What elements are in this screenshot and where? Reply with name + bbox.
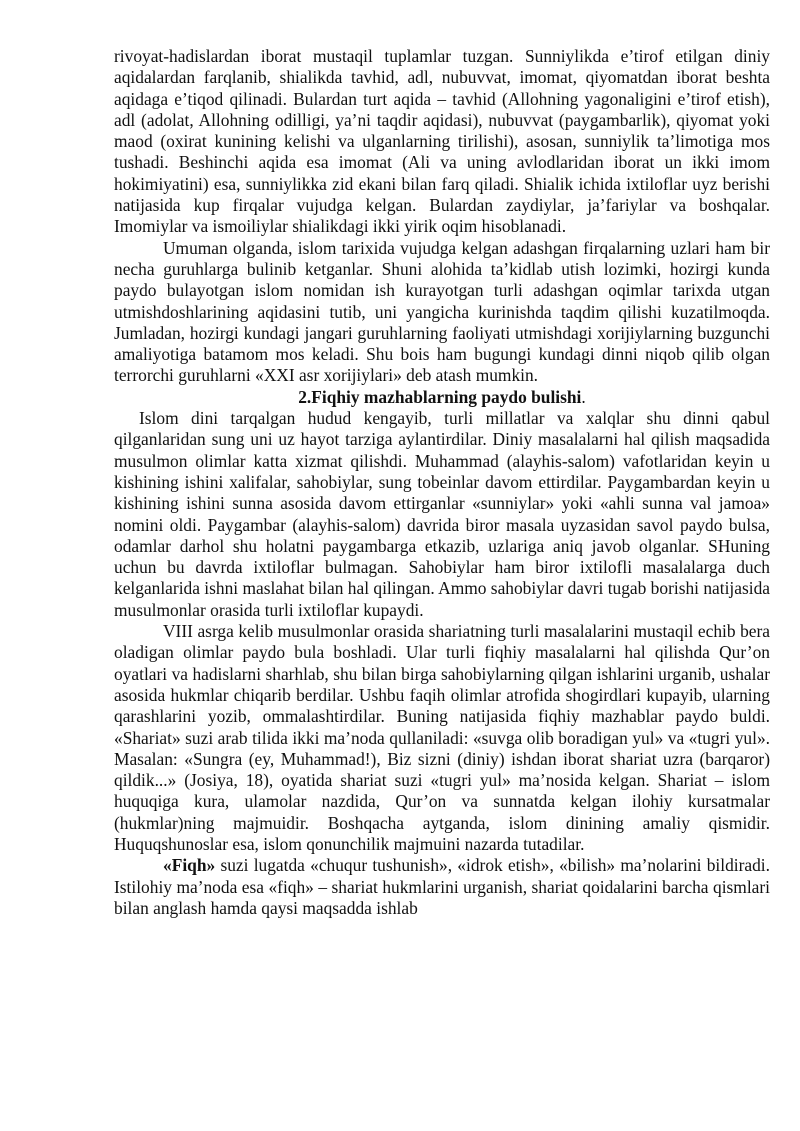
section-heading-dot: . — [581, 386, 586, 407]
paragraph-shia-beliefs: rivoyat-hadislardan iborat mustaqil tuplamlar tuzgan. Sunniylikda e’tirof etilgan diniy aqidalardan farqlanib, shialikda tavhid, adl, nubuvvat, imomat, qiyomatdan iborat beshta aqidaga e’tiqod qilinadi. Bulardan turt aqida – tavhid (Allohning yagonaligini e’tirof etish), adl (adolat, Allohning odilligi, ya’ni taqdir aqidasi), nubuvvat (paygambarlik), qiyomat yoki maod (oxirat kunining kelishi va ulganlarning tirilishi), asosan, sunniylik ta’limotiga mos tushadi. Beshinchi aqida esa imomat (Ali va uning avlodlaridan iborat un ikki imom hokimiyatini) esa, sunniylikka zid ekani bilan farq qiladi. Shialik ichida ixtiloflar uyz berishi natijasida kup firqalar vujudga kelgan. Bulardan zaydiylar, ja’fariylar va boshqalar. Imomiylar va ismoiliylar shialikdagi ikki yirik oqim hisoblanadi. — [114, 46, 770, 237]
paragraph-sects-overview: Umuman olganda, islom tarixida vujudga kelgan adashgan firqalarning uzlari ham bir necha guruhlarga bulinib ketganlar. Shuni alohida ta’kidlab utish lozimki, hozirgi kunda paydo bulayotgan islom nomidan ish kurayotgan turli adashgan oqimlar tarixda utgan utmishdoshlarining aqidasini tutib, uni yangicha kurinishda taqdim qilishi kuzatilmoqda. Jumladan, hozirgi kundagi jangari guruhlarning faoliyati utmishdagi xorijiylarning buzgunchi amaliyotiga batamom mos keladi. Shu bois ham bugungi kundagi dinni niqob qilib olgan terrorchi guruhlarni «XXI asr xorijiylari» deb atash mumkin. — [114, 237, 770, 386]
section-heading — [114, 387, 770, 408]
section-heading-text: 2.Fiqhiy mazhablarning paydo bulishi — [298, 386, 582, 407]
fiqh-term: «Fiqh» — [163, 855, 216, 876]
document-page — [114, 46, 770, 919]
fiqh-definition-text: suzi lugatda «chuqur tushunish», «idrok etish», «bilish» ma’nolarini bildiradi. Istilohiy ma’noda esa «fiqh» – shariat hukmlarini urganish, shariat qoidalarini barcha qismlari bilan anglash hamda qaysi maqsadda ishlab — [114, 855, 770, 918]
paragraph-fiqh-definition — [114, 855, 770, 919]
paragraph-islam-spread: Islom dini tarqalgan hudud kengayib, turli millatlar va xalqlar shu dinni qabul qilganlaridan sung uni uz hayot tarziga aylantirdilar. Diniy masalalarni hal qilish maqsadida musulmon olimlar katta xizmat qilishdi. Muhammad (alayhis-salom) vafotlaridan keyin u kishining ishini xalifalar, sahobiylar, sung tobeinlar davom ettirdilar. Paygambardan keyin u kishining ishini sunna asosida davom ettirganlar «sunniylar» yoki «ahli sunna val jamoa» nomini oldi. Paygambar (alayhis-salom) davrida biror masala uyzasidan savol paydo bulsa, odamlar darhol shu holatni paygambarga etkazib, uzlariga aniq javob olganlar. SHuning uchun bu davrda ixtiloflar bulmagan. Sahobiylar ham biror ixtilofli masalalarga duch kelganlarida ishni maslahat bilan hal qilingan. Ammo sahobiylar davri tugab borishi natijasida musulmonlar orasida turli ixtiloflar kupaydi. — [114, 408, 770, 620]
paragraph-madhhabs-origin: VIII asrga kelib musulmonlar orasida shariatning turli masalalarini mustaqil echib bera oladigan olimlar paydo bula boshladi. Ular turli fiqhiy masalalarni hal qilishda Qur’on oyatlari va hadislarni sharhlab, shu bilan birga sahobiylarning qilgan ishlarini urganib, ushalar asosida hukmlar chiqarib berdilar. Ushbu faqih olimlar atrofida shogirdlari kupayib, ularning qarashlarini yozib, ommalashtirdilar. Buning natijasida fiqhiy mazhablar paydo buldi. «Shariat» suzi arab tilida ikki ma’noda qullaniladi: «suvga olib boradigan yul» va «tugri yul». Masalan: «Sungra (ey, Muhammad!), Biz sizni (diniy) ishdan iborat shariat uzra (barqaror) qildik...» (Josiya, 18), oyatida shariat suzi «tugri yul» ma’nosida kelgan. Shariat – islom huquqiga kura, ulamolar nazdida, Qur’on va sunnatda kelgan ilohiy kursatmalar (hukmlar)ning majmuidir. Boshqacha aytganda, islom dinining amaliy qismidir. Huquqshunoslar esa, islom qonunchilik majmuini nazarda tutadilar. — [114, 621, 770, 854]
